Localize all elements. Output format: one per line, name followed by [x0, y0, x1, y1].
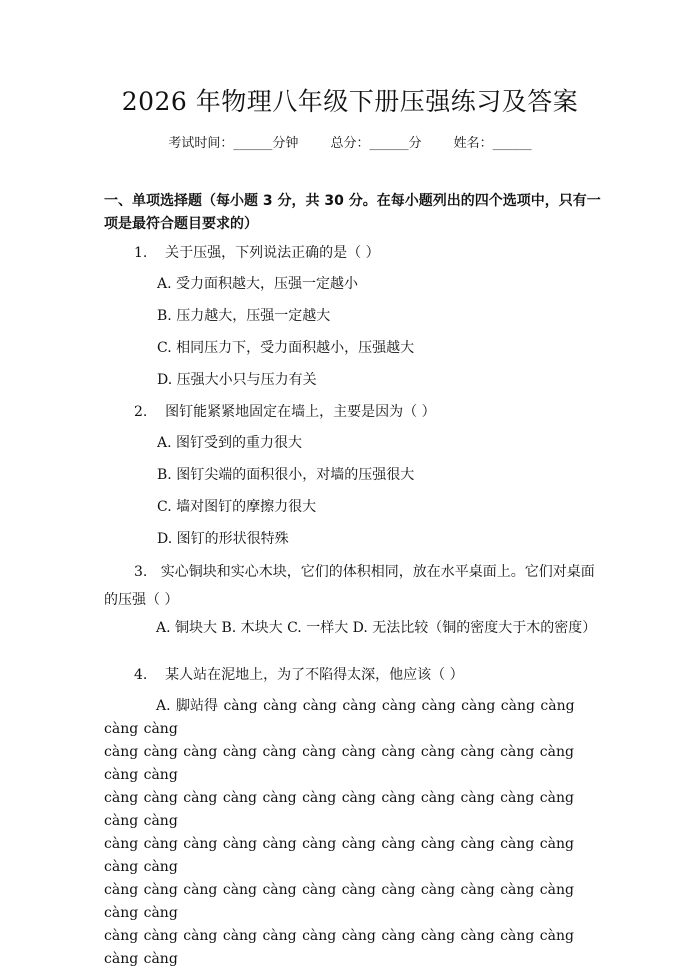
exam-time	[168, 132, 298, 151]
question-3	[104, 558, 602, 614]
filler-line: càng càng càng càng càng càng càng càng càng càng càng càng càng càng	[104, 836, 574, 875]
exam-time-label: 考试时间：	[168, 136, 234, 151]
question-stem: 实心铜块和实心木块，它们的体积相同，放在水平桌面上。它们对桌面的压强（ ）	[104, 564, 595, 608]
total-score-blank: ______	[369, 136, 409, 151]
q1-option-c: C. 相同压力下，受力面积越小，压强越大	[157, 340, 415, 356]
question-2	[134, 402, 436, 423]
student-name	[454, 132, 532, 151]
q4-option-a	[104, 695, 604, 971]
q2-option-a: A. 图钉受到的重力很大	[157, 435, 303, 451]
q2-option-c: C. 墙对图钉的摩擦力很大	[157, 499, 317, 515]
question-number: 4.	[134, 667, 148, 683]
question-stem: 关于压强，下列说法正确的是（ ）	[165, 245, 380, 261]
student-name-label: 姓名：	[453, 136, 493, 151]
q4-option-a-lead: A. 脚站得	[156, 698, 219, 714]
question-4	[134, 665, 464, 686]
filler-line: càng càng càng càng càng càng càng càng càng càng càng càng càng càng	[104, 928, 574, 967]
q3-options-text: A. 铜块大 B. 木块大 C. 一样大 D. 无法比较（铜的密度大于木的密度）	[156, 620, 597, 636]
q2-option-d: D. 图钉的形状很特殊	[157, 531, 289, 547]
question-number: 1.	[134, 245, 148, 261]
total-score-unit: 分	[408, 136, 422, 151]
exam-info-line	[0, 132, 700, 151]
q2-option-b: B. 图钉尖端的面积很小，对墙的压强很大	[157, 467, 415, 483]
question-number: 2.	[134, 404, 148, 420]
q1-option-b: B. 压力越大，压强一定越大	[157, 308, 331, 324]
exam-time-blank: ______	[233, 136, 273, 151]
student-name-blank: ______	[492, 136, 532, 151]
question-1	[134, 243, 380, 264]
q1-option-d: D. 压强大小只与压力有关	[157, 372, 317, 388]
q1-option-a: A. 受力面积越大，压强一定越小	[157, 276, 359, 292]
filler-line: càng càng càng càng càng càng càng càng càng càng càng càng càng càng	[104, 744, 574, 783]
exam-time-unit: 分钟	[272, 136, 299, 151]
q3-options	[104, 614, 602, 642]
page-title: 2026 年物理八年级下册压强练习及答案	[121, 87, 579, 116]
section-heading: 一、单项选择题（每小题 3 分，共 30 分。在每小题列出的四个选项中，只有一项是最符合题目要求的）	[104, 193, 601, 232]
question-stem: 某人站在泥地上，为了不陷得太深，他应该（ ）	[165, 667, 464, 683]
total-score	[330, 132, 421, 151]
filler-line: A. 脚站得 càng càng càng càng càng càng càng càng càng càng càng	[104, 698, 575, 737]
question-number: 3.	[134, 564, 148, 580]
total-score-label: 总分：	[330, 136, 370, 151]
question-stem: 图钉能紧紧地固定在墙上，主要是因为（ ）	[165, 404, 436, 420]
filler-line: càng càng càng càng càng càng càng càng càng càng càng càng càng càng	[104, 790, 574, 829]
filler-line: càng càng càng càng càng càng càng càng càng càng càng càng càng càng	[104, 882, 574, 921]
